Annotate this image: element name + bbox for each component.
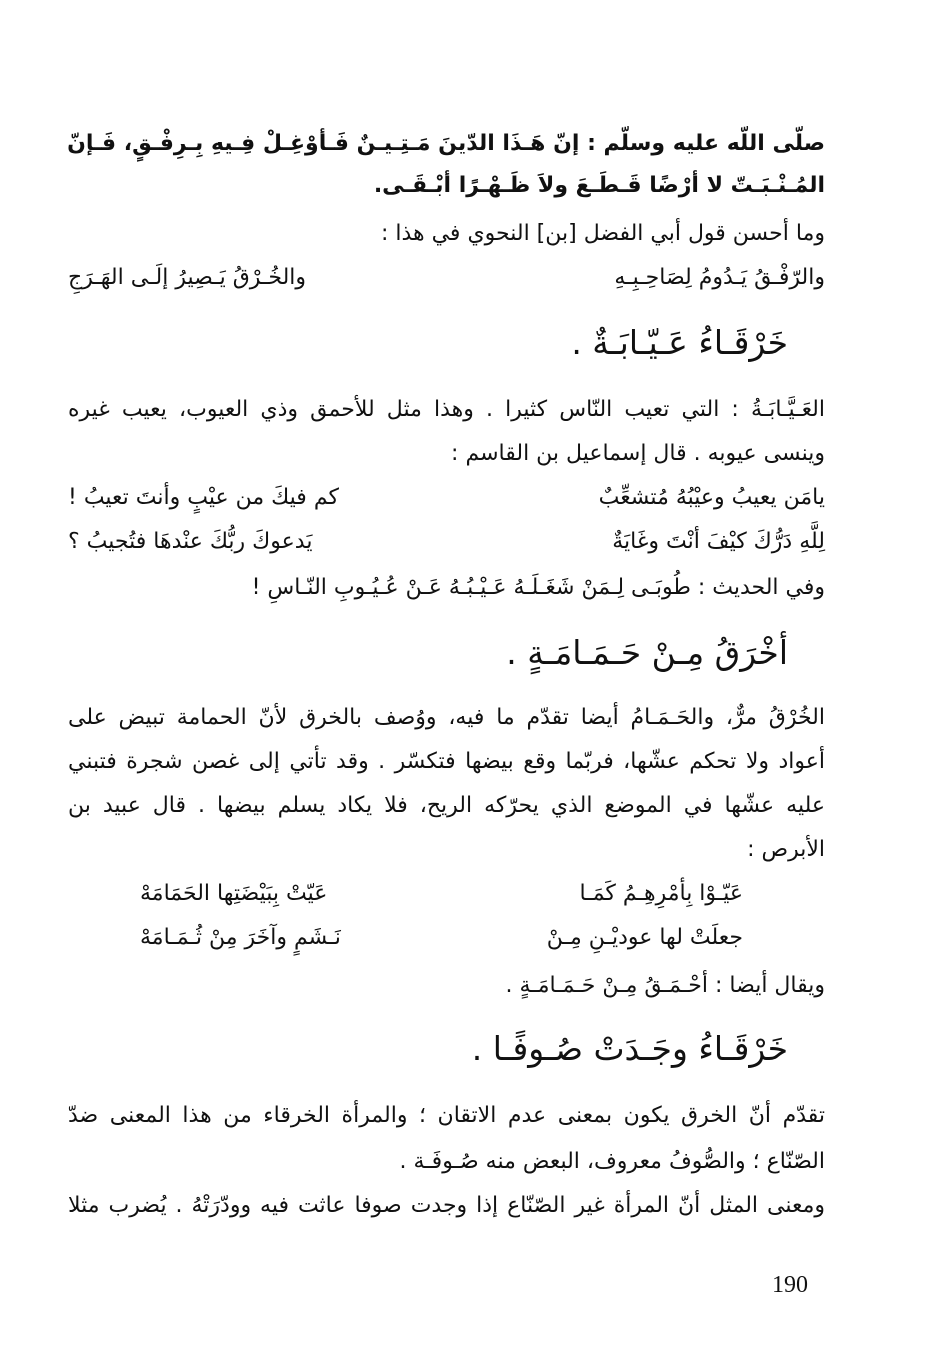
verse-first-hemistich: عَيّـوْا بِأمْرِهِـمُ كَمَـا (579, 881, 743, 906)
text-line: وفي الحديث : طُوبَـى لِـمَنْ شَغَـلَـهُ عَـيْـبُـهُ عَـنْ عُـيُـوبِ النّـاسِ ! (251, 575, 825, 600)
text-line: العَـيَّـابَـةُ : التي تعيب النّاس كثيرا . وهذا مثل للأحمق وذي العيوب، يعيب غيره (68, 397, 825, 422)
verse-line (140, 918, 743, 958)
text-line: الخُرْقُ مرٌّ، والحَـمَـامُ أيضا تقدّم ما فيه، ووُصف بالخرق لأنّ الحمامة تبيض على (68, 705, 825, 730)
text-line: الأبرص : (747, 837, 825, 862)
verse-second-hemistich: نَـشَمٍ وآخَرَ مِنْ ثُـمَـامَهْ (140, 925, 341, 950)
text-line: ويقال أيضا : أحْـمَـقُ مِـنْ حَـمَـامَـةٍ . (505, 973, 825, 998)
proverb-heading: أخْرَقُ مِـنْ حَـمَـامَـةٍ . (506, 633, 788, 672)
verse-second-hemistich: عَيّتْ بِبَيْضَتِها الحَمَامَهْ (140, 881, 328, 906)
verse-first-hemistich: والرّفْـقُ يَـدُومُ لِصَاحِـبِـهِ (614, 265, 825, 290)
verse-first-hemistich: يامَن يعيبُ وعيْبُهُ مُتشعِّبٌ (598, 485, 825, 510)
text-line: أعواد ولا تحكم عشّها، فربّما وقع بيضها فتكسّر . وقد تأتي إلى غصن شجرة فتبني (68, 749, 825, 774)
verse-first-hemistich: جعلَتْ لها عوديْـنِ مِـنْ (546, 925, 743, 950)
verse-line (68, 522, 825, 562)
text-line: تقدّم أنّ الخرق يكون بمعنى عدم الاتقان ؛ والمرأة الخرقاء من هذا المعنى ضدّ (68, 1103, 825, 1128)
verse-second-hemistich: كم فيكَ من عيْبٍ وأنتَ تعيبُ ! (68, 485, 339, 510)
verse-line (68, 258, 825, 298)
text-line: المُـنْـبَـتّ لا أرْضًا قَـطَـعَ ولاَ ظَـهْـرًا أبْـقَـى. (373, 173, 825, 198)
text-line: الصّنّاع ؛ والصُّوفُ معروف، البعض منه صُـوفَـة . (399, 1149, 825, 1174)
text-line: عليه عشّها في الموضع الذي يحرّكه الريح، فلا يكاد يسلم بيضها . قال عبيد بن (68, 793, 825, 818)
verse-line (68, 478, 825, 518)
verse-second-hemistich: والخُـرْقُ يَـصِيرُ إلَـى الهَـرَجِ (68, 265, 307, 290)
text-line: وما أحسن قول أبي الفضل [بن] النحوي في هذا : (380, 221, 825, 246)
text-line: ومعنى المثل أنّ المرأة غير الصّنّاع إذا وجدت صوفا عاثت فيه وودّرَتْهُ . يُضرب مثلا (68, 1193, 825, 1218)
text-line: وينسى عيوبه . قال إسماعيل بن القاسم : (451, 441, 825, 466)
page-number: 190 (772, 1272, 808, 1298)
proverb-heading: خَرْقَـاءُ وجَـدَتْ صُـوفًـا . (471, 1029, 788, 1068)
verse-first-hemistich: لِلَّهِ دَرُّكَ كيْفَ أنْتَ وغَايَةٌ (612, 529, 825, 554)
proverb-heading: خَرْقَـاءُ عَـيّـابَـةٌ . (571, 323, 788, 362)
verse-line (140, 874, 743, 914)
text-line: صلّى اللّه عليه وسلّم : إنّ هَـذَا الدّينَ مَـتِـيـنٌ فَـأوْغِـلْ فِـيهِ بِـرِفْـقٍ، فَـإنّ (67, 131, 825, 156)
verse-second-hemistich: يَدعوكَ ربُّكَ عنْدهَا فتُجيبُ ؟ (68, 529, 313, 554)
